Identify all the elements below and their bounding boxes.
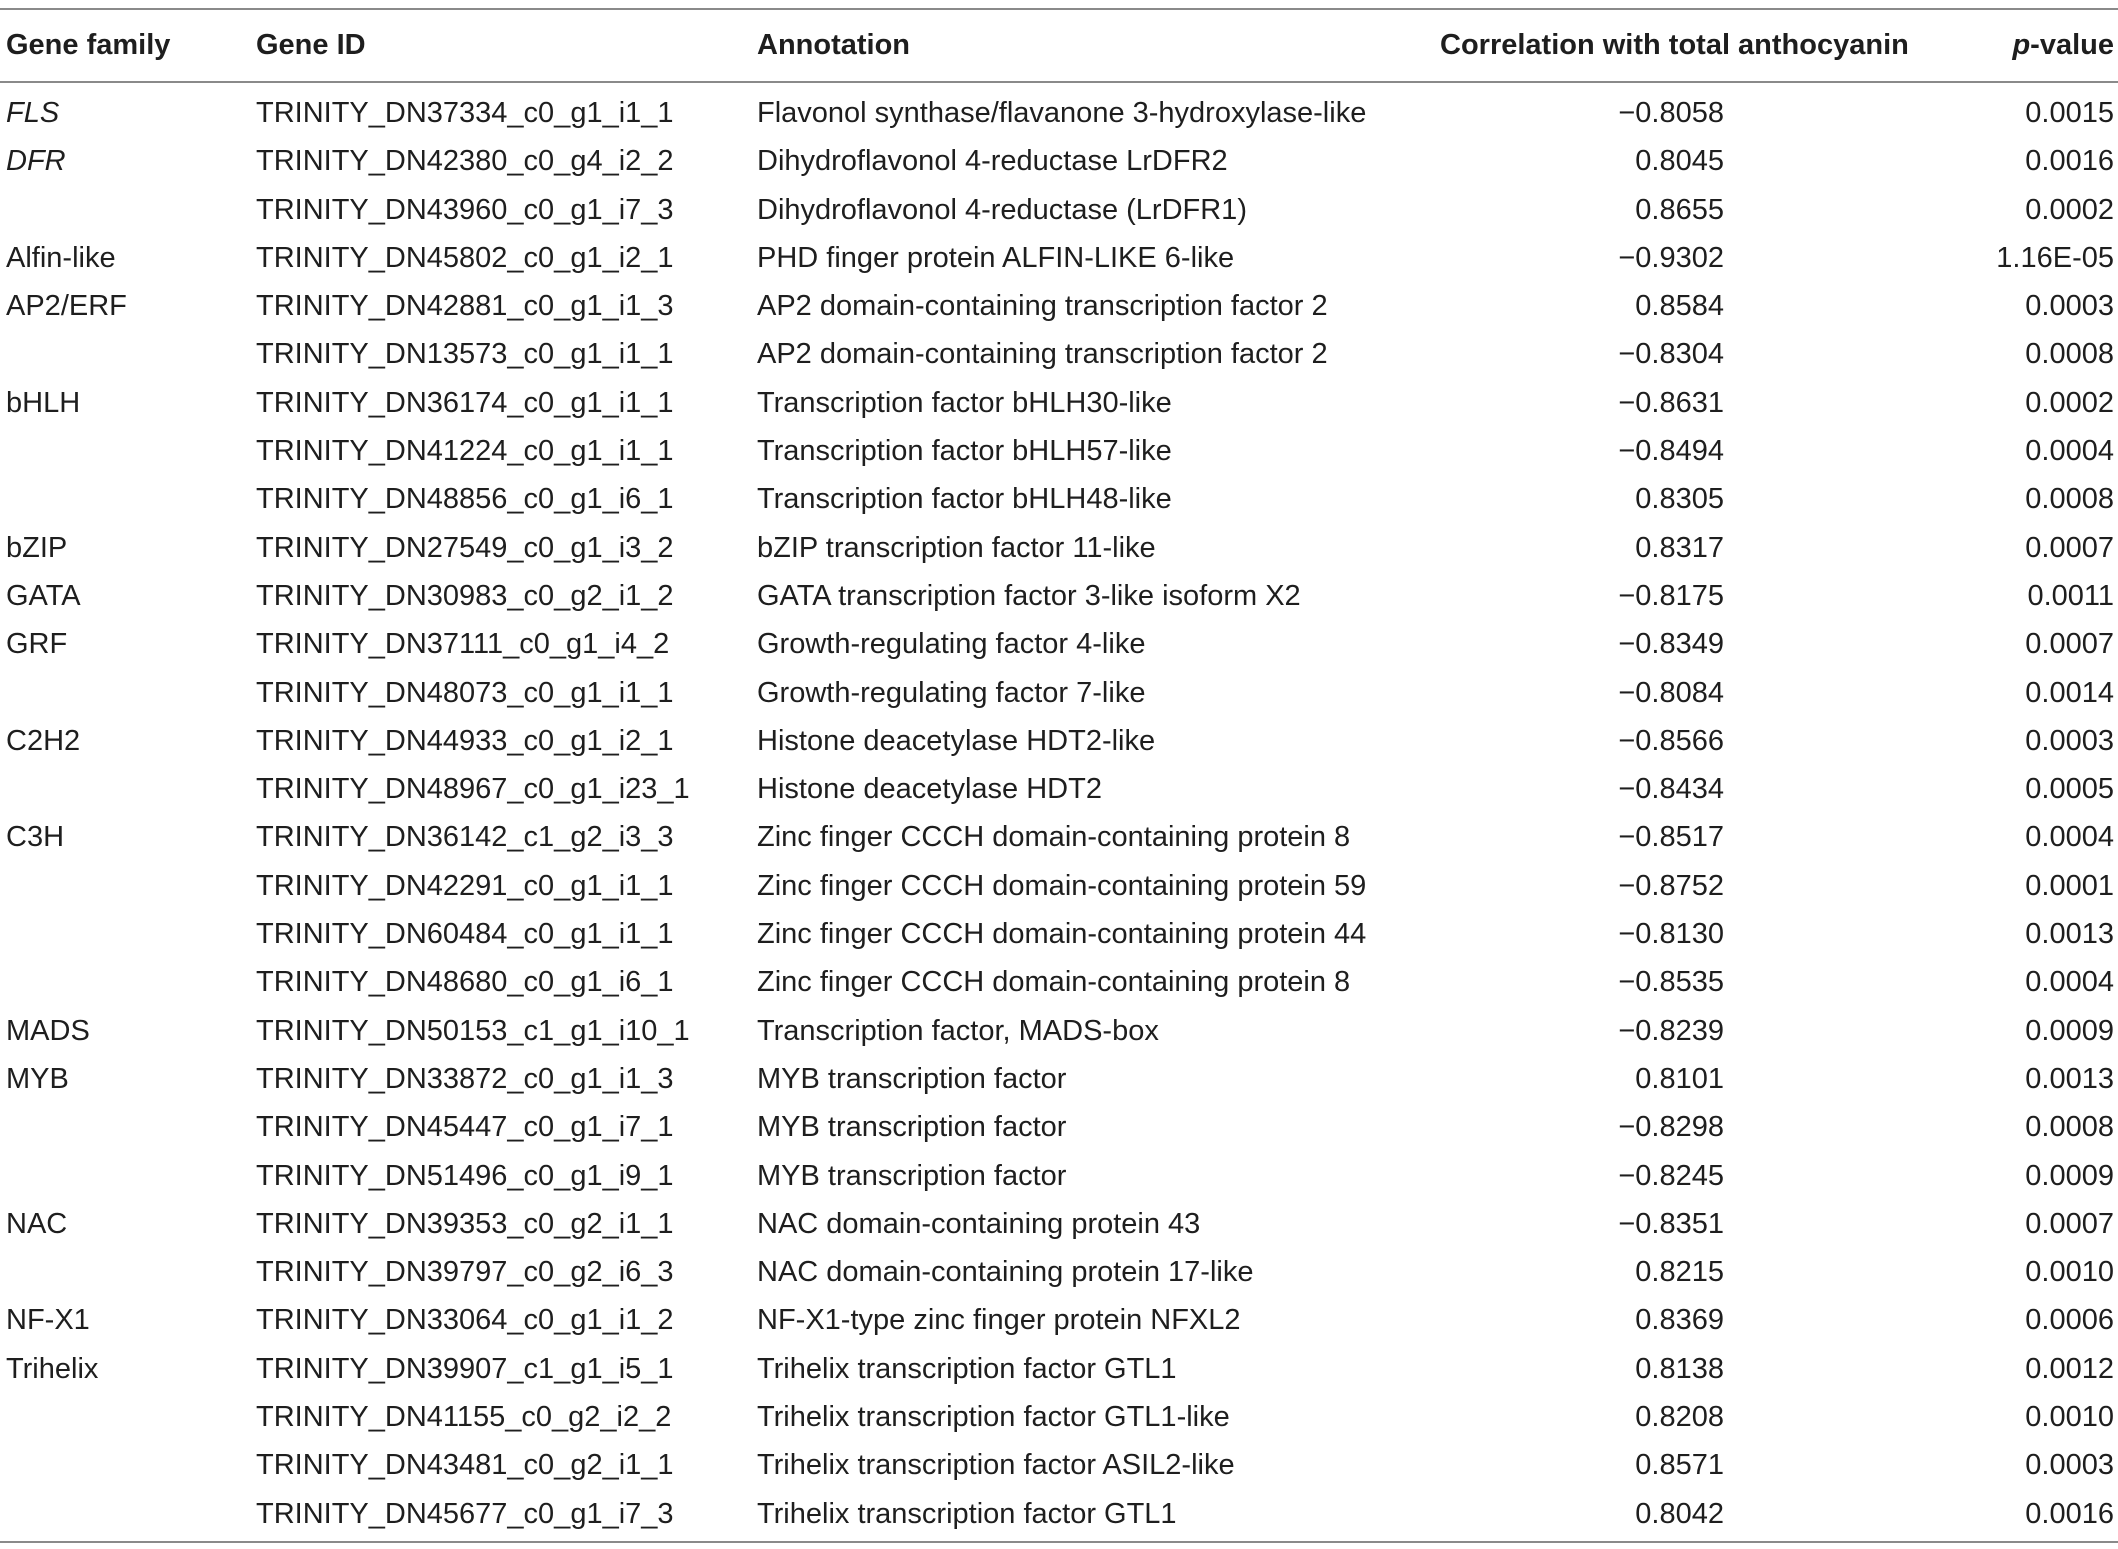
cell-correlation: −0.8566 <box>1618 724 1724 757</box>
cell-correlation: 0.8305 <box>1635 483 1724 516</box>
cell-gene-id: TRINITY_DN48967_c0_g1_i23_1 <box>256 773 690 806</box>
cell-p-value: 0.0013 <box>2025 1062 2114 1095</box>
cell-annotation: Dihydroflavonol 4-reductase (LrDFR1) <box>757 193 1247 226</box>
table-row <box>0 1200 2118 1248</box>
cell-gene-family: NAC <box>6 1207 68 1240</box>
header-p-value <box>2012 10 2114 81</box>
cell-gene-family: MYB <box>6 1062 69 1095</box>
cell-annotation: Transcription factor bHLH48-like <box>757 483 1172 516</box>
cell-annotation: AP2 domain-containing transcription factor 2 <box>757 290 1328 323</box>
cell-gene-family: AP2/ERF <box>6 290 127 323</box>
cell-p-value: 0.0016 <box>2025 145 2114 178</box>
cell-gene-id: TRINITY_DN39797_c0_g2_i6_3 <box>256 1256 674 1289</box>
cell-gene-id: TRINITY_DN33872_c0_g1_i1_3 <box>256 1062 674 1095</box>
cell-gene-family: C2H2 <box>6 724 81 757</box>
cell-annotation: PHD finger protein ALFIN-LIKE 6-like <box>757 241 1235 274</box>
cell-correlation: −0.8434 <box>1618 773 1724 806</box>
header-gene-id: Gene ID <box>256 29 366 61</box>
cell-p-value: 0.0003 <box>2025 290 2114 323</box>
cell-correlation: 0.8045 <box>1635 145 1724 178</box>
table-row <box>0 186 2118 234</box>
table-row <box>0 1248 2118 1296</box>
cell-gene-id: TRINITY_DN42380_c0_g4_i2_2 <box>256 145 674 178</box>
table-row <box>0 669 2118 717</box>
cell-annotation: Zinc finger CCCH domain-containing protein 8 <box>757 821 1351 854</box>
table-row <box>0 813 2118 861</box>
cell-correlation: −0.9302 <box>1618 241 1724 274</box>
cell-gene-id: TRINITY_DN37334_c0_g1_i1_1 <box>256 97 674 129</box>
cell-p-value: 0.0016 <box>2025 1497 2114 1530</box>
table-row <box>0 524 2118 572</box>
cell-annotation: MYB transcription factor <box>757 1159 1067 1192</box>
table-row <box>0 475 2118 523</box>
cell-gene-id: TRINITY_DN13573_c0_g1_i1_1 <box>256 338 674 371</box>
cell-gene-id: TRINITY_DN45677_c0_g1_i7_3 <box>256 1497 674 1530</box>
cell-correlation: −0.8058 <box>1618 97 1724 129</box>
table-row <box>0 282 2118 330</box>
table-row <box>0 427 2118 475</box>
cell-gene-family: GATA <box>6 579 81 612</box>
table-row <box>0 1393 2118 1441</box>
cell-gene-family: MADS <box>6 1014 90 1047</box>
cell-p-value: 0.0007 <box>2025 531 2114 564</box>
cell-gene-id: TRINITY_DN42881_c0_g1_i1_3 <box>256 290 674 323</box>
cell-gene-id: TRINITY_DN48856_c0_g1_i6_1 <box>256 483 674 516</box>
cell-gene-id: TRINITY_DN43960_c0_g1_i7_3 <box>256 193 674 226</box>
table-row <box>0 1296 2118 1344</box>
cell-annotation: Trihelix transcription factor ASIL2-like <box>757 1449 1235 1482</box>
cell-p-value: 0.0010 <box>2025 1256 2114 1289</box>
cell-p-value: 0.0010 <box>2025 1401 2114 1434</box>
cell-annotation: Zinc finger CCCH domain-containing protein 44 <box>757 918 1367 951</box>
cell-annotation: Trihelix transcription factor GTL1 <box>757 1352 1177 1385</box>
table-row <box>0 910 2118 958</box>
cell-p-value: 0.0008 <box>2025 338 2114 371</box>
cell-gene-id: TRINITY_DN48680_c0_g1_i6_1 <box>256 966 674 999</box>
cell-annotation: Growth-regulating factor 7-like <box>757 676 1146 709</box>
header-p-rest: -value <box>2030 29 2114 61</box>
cell-annotation: Trihelix transcription factor GTL1-like <box>757 1401 1230 1434</box>
cell-gene-family: C3H <box>6 821 65 854</box>
cell-p-value: 0.0004 <box>2025 966 2114 999</box>
cell-p-value: 0.0002 <box>2025 193 2114 226</box>
table-header-rule <box>0 81 2118 83</box>
table-row <box>0 234 2118 282</box>
cell-gene-id: TRINITY_DN51496_c0_g1_i9_1 <box>256 1159 674 1192</box>
cell-gene-family: GRF <box>6 628 68 661</box>
cell-correlation: 0.8317 <box>1635 531 1724 564</box>
table-row <box>0 717 2118 765</box>
header-correlation: Correlation with total anthocyanin <box>1440 29 1909 61</box>
cell-annotation: Transcription factor bHLH57-like <box>757 435 1172 468</box>
cell-correlation: −0.8175 <box>1618 579 1724 612</box>
cell-gene-family: DFR <box>6 145 66 178</box>
cell-gene-family: NF-X1 <box>6 1304 90 1337</box>
cell-annotation: Histone deacetylase HDT2-like <box>757 724 1156 757</box>
table-row <box>0 765 2118 813</box>
cell-p-value: 0.0004 <box>2025 821 2114 854</box>
cell-correlation: −0.8494 <box>1618 435 1724 468</box>
header-p-italic: p <box>2012 29 2031 61</box>
cell-gene-id: TRINITY_DN39907_c1_g1_i5_1 <box>256 1352 674 1385</box>
cell-p-value: 0.0013 <box>2025 918 2114 951</box>
cell-p-value: 0.0012 <box>2025 1352 2114 1385</box>
header-annotation: Annotation <box>757 29 911 61</box>
cell-p-value: 0.0001 <box>2025 869 2114 902</box>
cell-correlation: 0.8655 <box>1635 193 1724 226</box>
cell-gene-id: TRINITY_DN27549_c0_g1_i3_2 <box>256 531 674 564</box>
cell-correlation: 0.8042 <box>1635 1497 1724 1530</box>
cell-annotation: GATA transcription factor 3-like isoform X2 <box>757 579 1301 612</box>
table-row <box>0 379 2118 427</box>
cell-correlation: −0.8752 <box>1618 869 1724 902</box>
table-row <box>0 1103 2118 1151</box>
cell-p-value: 0.0003 <box>2025 724 2114 757</box>
cell-annotation: Trihelix transcription factor GTL1 <box>757 1497 1177 1530</box>
cell-gene-id: TRINITY_DN41224_c0_g1_i1_1 <box>256 435 674 468</box>
cell-gene-family: FLS <box>6 97 60 129</box>
cell-p-value: 0.0006 <box>2025 1304 2114 1337</box>
table-bottom-rule <box>0 1541 2118 1543</box>
table-row <box>0 1055 2118 1103</box>
cell-p-value: 0.0011 <box>2027 579 2114 612</box>
cell-annotation: Dihydroflavonol 4-reductase LrDFR2 <box>757 145 1228 178</box>
cell-annotation: Zinc finger CCCH domain-containing protein 59 <box>757 869 1367 902</box>
cell-gene-id: TRINITY_DN45802_c0_g1_i2_1 <box>256 241 674 274</box>
cell-correlation: −0.8631 <box>1618 386 1724 419</box>
cell-p-value: 1.16E-05 <box>1996 241 2114 274</box>
cell-p-value: 0.0008 <box>2025 483 2114 516</box>
table-body <box>0 89 2118 1538</box>
table-row <box>0 330 2118 378</box>
table-row <box>0 1441 2118 1489</box>
cell-annotation: Flavonol synthase/flavanone 3-hydroxylase-like <box>757 97 1367 129</box>
cell-p-value: 0.0009 <box>2025 1014 2114 1047</box>
cell-p-value: 0.0014 <box>2025 676 2114 709</box>
cell-correlation: 0.8101 <box>1635 1062 1724 1095</box>
cell-correlation: −0.8535 <box>1618 966 1724 999</box>
cell-correlation: 0.8138 <box>1635 1352 1724 1385</box>
cell-annotation: Transcription factor, MADS-box <box>757 1014 1159 1047</box>
table-row <box>0 1345 2118 1393</box>
cell-correlation: 0.8208 <box>1635 1401 1724 1434</box>
cell-annotation: MYB transcription factor <box>757 1111 1067 1144</box>
cell-correlation: −0.8349 <box>1618 628 1724 661</box>
cell-gene-id: TRINITY_DN50153_c1_g1_i10_1 <box>256 1014 690 1047</box>
cell-annotation: NF-X1-type zinc finger protein NFXL2 <box>757 1304 1241 1337</box>
cell-correlation: 0.8215 <box>1635 1256 1724 1289</box>
cell-annotation: Growth-regulating factor 4-like <box>757 628 1146 661</box>
cell-gene-id: TRINITY_DN45447_c0_g1_i7_1 <box>256 1111 674 1144</box>
cell-p-value: 0.0004 <box>2025 435 2114 468</box>
cell-p-value: 0.0008 <box>2025 1111 2114 1144</box>
cell-correlation: −0.8298 <box>1618 1111 1724 1144</box>
cell-gene-id: TRINITY_DN36174_c0_g1_i1_1 <box>256 386 674 419</box>
cell-gene-family: bHLH <box>6 386 81 419</box>
cell-annotation: Transcription factor bHLH30-like <box>757 386 1172 419</box>
table-row <box>0 1007 2118 1055</box>
cell-gene-id: TRINITY_DN41155_c0_g2_i2_2 <box>256 1401 672 1434</box>
cell-correlation: 0.8571 <box>1635 1449 1724 1482</box>
cell-p-value: 0.0007 <box>2025 1207 2114 1240</box>
cell-p-value: 0.0007 <box>2025 628 2114 661</box>
cell-gene-id: TRINITY_DN43481_c0_g2_i1_1 <box>256 1449 674 1482</box>
cell-annotation: bZIP transcription factor 11-like <box>757 531 1156 564</box>
cell-annotation: AP2 domain-containing transcription factor 2 <box>757 338 1328 371</box>
table-row <box>0 1152 2118 1200</box>
cell-gene-id: TRINITY_DN44933_c0_g1_i2_1 <box>256 724 674 757</box>
cell-correlation: 0.8369 <box>1635 1304 1724 1337</box>
table-row <box>0 958 2118 1006</box>
cell-gene-id: TRINITY_DN48073_c0_g1_i1_1 <box>256 676 674 709</box>
cell-annotation: MYB transcription factor <box>757 1062 1067 1095</box>
cell-gene-id: TRINITY_DN33064_c0_g1_i1_2 <box>256 1304 674 1337</box>
cell-correlation: −0.8304 <box>1618 338 1724 371</box>
table-row <box>0 572 2118 620</box>
cell-gene-family: Alfin-like <box>6 241 116 274</box>
table-row <box>0 862 2118 910</box>
cell-gene-id: TRINITY_DN42291_c0_g1_i1_1 <box>256 869 674 902</box>
cell-correlation: 0.8584 <box>1635 290 1724 323</box>
table-header-row <box>0 10 2118 81</box>
cell-annotation: NAC domain-containing protein 43 <box>757 1207 1201 1240</box>
cell-gene-id: TRINITY_DN30983_c0_g2_i1_2 <box>256 579 674 612</box>
cell-annotation: Histone deacetylase HDT2 <box>757 773 1102 806</box>
cell-annotation: NAC domain-containing protein 17-like <box>757 1256 1254 1289</box>
cell-correlation: −0.8084 <box>1618 676 1724 709</box>
cell-p-value: 0.0009 <box>2025 1159 2114 1192</box>
table-row <box>0 89 2118 137</box>
table-row <box>0 137 2118 185</box>
cell-p-value: 0.0005 <box>2025 773 2114 806</box>
cell-correlation: −0.8239 <box>1618 1014 1724 1047</box>
cell-gene-id: TRINITY_DN60484_c0_g1_i1_1 <box>256 918 674 951</box>
cell-p-value: 0.0003 <box>2025 1449 2114 1482</box>
cell-p-value: 0.0015 <box>2025 97 2114 129</box>
cell-correlation: −0.8245 <box>1618 1159 1724 1192</box>
cell-p-value: 0.0002 <box>2025 386 2114 419</box>
table-row <box>0 1490 2118 1538</box>
table-row <box>0 620 2118 668</box>
cell-gene-id: TRINITY_DN37111_c0_g1_i4_2 <box>256 628 670 661</box>
cell-gene-family: Trihelix <box>6 1352 99 1385</box>
cell-gene-id: TRINITY_DN36142_c1_g2_i3_3 <box>256 821 674 854</box>
cell-gene-id: TRINITY_DN39353_c0_g2_i1_1 <box>256 1207 674 1240</box>
cell-gene-family: bZIP <box>6 531 68 564</box>
cell-correlation: −0.8351 <box>1618 1207 1724 1240</box>
cell-annotation: Zinc finger CCCH domain-containing protein 8 <box>757 966 1351 999</box>
cell-correlation: −0.8517 <box>1618 821 1724 854</box>
cell-correlation: −0.8130 <box>1618 918 1724 951</box>
header-gene-family: Gene family <box>6 29 171 61</box>
